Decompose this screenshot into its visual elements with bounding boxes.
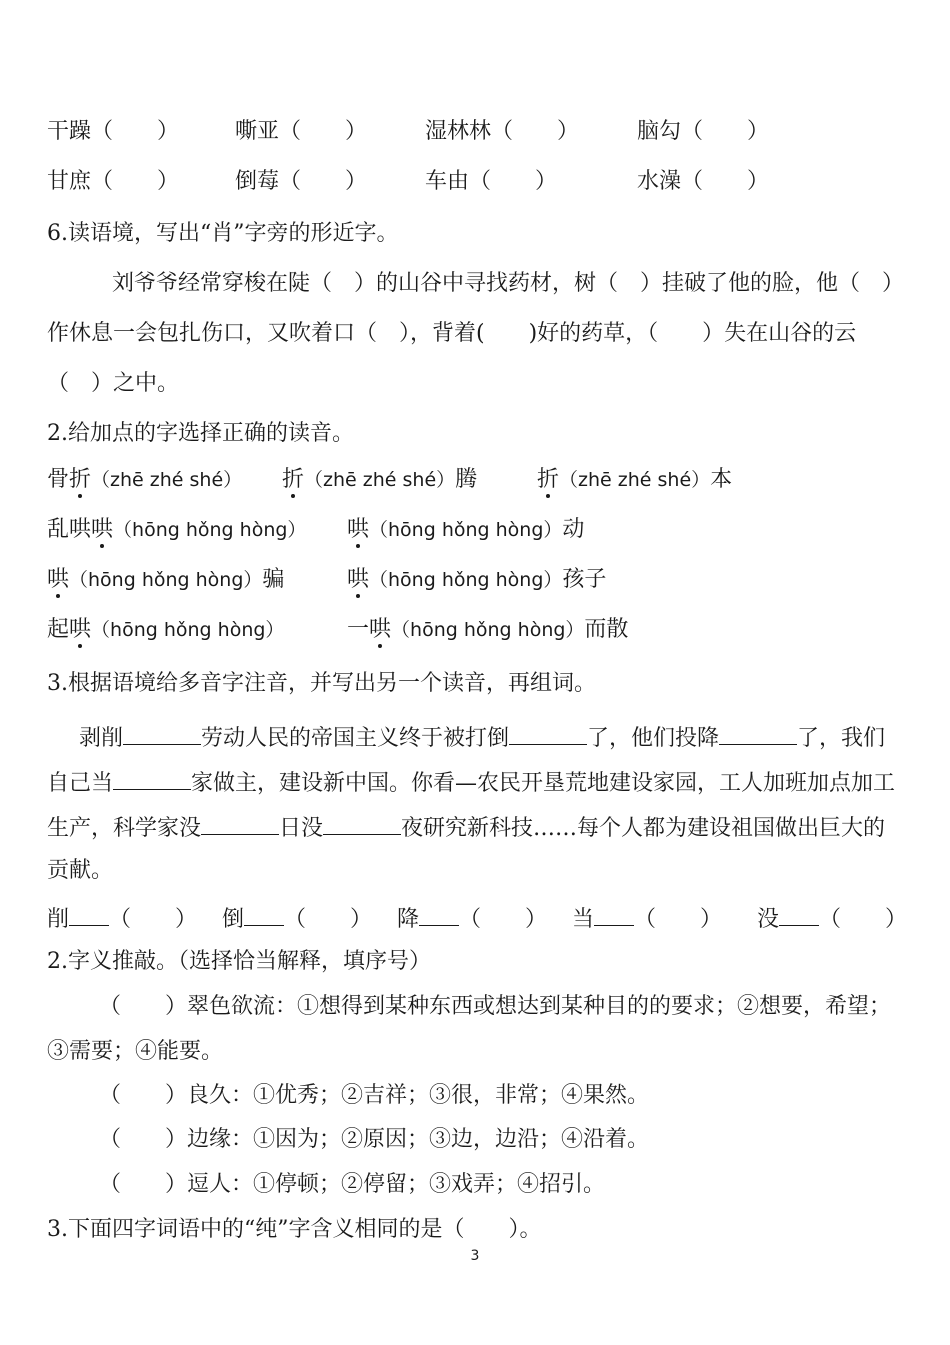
hong-row-1 <box>47 516 907 544</box>
word-item: 干躁（ ） <box>47 119 180 144</box>
q3-para-line-4: 贡献。 <box>47 858 114 883</box>
hong-item-4: 哄（hōng hǒng hòng）孩子 <box>347 567 607 592</box>
question-6-line-2: 作休息一会包扎伤口，又吹着口（ ），背着( )好的药草，（ ）失在山谷的云 <box>47 321 857 346</box>
question-6-line-3: （ ）之中。 <box>47 371 180 396</box>
word-item: 倒莓（ ） <box>235 169 368 194</box>
zhe-item-2: 折（zhē zhé shé）腾 <box>282 467 478 492</box>
q2b-item-3: （ ）边缘：①因为；②原因；③边，边沿；④沿着。 <box>99 1127 650 1152</box>
word-row-2 <box>47 168 907 196</box>
q3-answer-row <box>47 903 907 934</box>
question-3-title: 3.根据语境给多音字注音，并写出另一个读音，再组词。 <box>47 671 596 696</box>
q3-para-line-3: 生产，科学家没 日没 夜研究新科技……每个人都为建设祖国做出巨大的 <box>47 812 907 843</box>
word-row-1 <box>47 118 907 146</box>
q2b-item-1-cont: ③需要；④能要。 <box>47 1039 224 1064</box>
answer-slot: 降 （ ） <box>397 903 572 934</box>
question-2-title: 2.给加点的字选择正确的读音。 <box>47 421 354 446</box>
word-item: 车由（ ） <box>425 169 558 194</box>
question-6-line-1: 刘爷爷经常穿梭在陡（ ）的山谷中寻找药材，树（ ）挂破了他的脸，他（ ） <box>112 271 905 296</box>
hong-row-3 <box>47 616 907 644</box>
q3-para-line-2: 自己当 家做主，建设新中国。你看—农民开垦荒地建设家园，工人加班加点加工 <box>47 767 907 798</box>
hong-item-2: 哄（hōng hǒng hòng）动 <box>347 517 585 542</box>
word-item: 湿林林（ ） <box>425 119 580 144</box>
question-2b-title: 2.字义推敲。（选择恰当解释，填序号） <box>47 949 431 974</box>
q3-para-line-1: 剥削 劳动人民的帝国主义终于被打倒 了，他们投降 了，我们 <box>47 722 907 753</box>
hong-item-5: 起哄（hōng hǒng hòng） <box>47 617 285 642</box>
q2b-item-1: （ ）翠色欲流：①想得到某种东西或想达到某种目的的要求；②想要，希望； <box>99 994 892 1019</box>
answer-slot: 倒 （ ） <box>222 903 397 934</box>
zhe-item-3: 折（zhē zhé shé）本 <box>537 467 733 492</box>
zhe-row <box>47 466 907 494</box>
hong-item-6: 一哄（hōng hǒng hòng）而散 <box>347 617 629 642</box>
answer-slot: 没 （ ） <box>757 903 907 934</box>
zhe-item-1: 骨折（zhē zhé shé） <box>47 467 243 492</box>
answer-slot: 削 （ ） <box>47 903 222 934</box>
question-3b-title: 3.下面四字词语中的“纯”字含义相同的是（ ）。 <box>47 1217 542 1242</box>
word-item: 水澡（ ） <box>637 169 770 194</box>
word-item: 脑勾（ ） <box>637 119 770 144</box>
hong-row-2 <box>47 566 907 594</box>
page-number: 3 <box>470 1248 480 1264</box>
hong-item-3: 哄（hōng hǒng hòng）骗 <box>47 567 285 592</box>
answer-slot: 当 （ ） <box>572 903 757 934</box>
hong-item-1: 乱哄哄（hōng hǒng hòng） <box>47 517 307 542</box>
word-item: 嘶亚（ ） <box>235 119 368 144</box>
q2b-item-2: （ ）良久：①优秀；②吉祥；③很，非常；④果然。 <box>99 1083 650 1108</box>
word-item: 甘庶（ ） <box>47 169 180 194</box>
q2b-item-4: （ ）逗人：①停顿；②停留；③戏弄；④招引。 <box>99 1172 606 1197</box>
question-6-title: 6.读语境，写出“肖”字旁的形近字。 <box>47 221 399 246</box>
